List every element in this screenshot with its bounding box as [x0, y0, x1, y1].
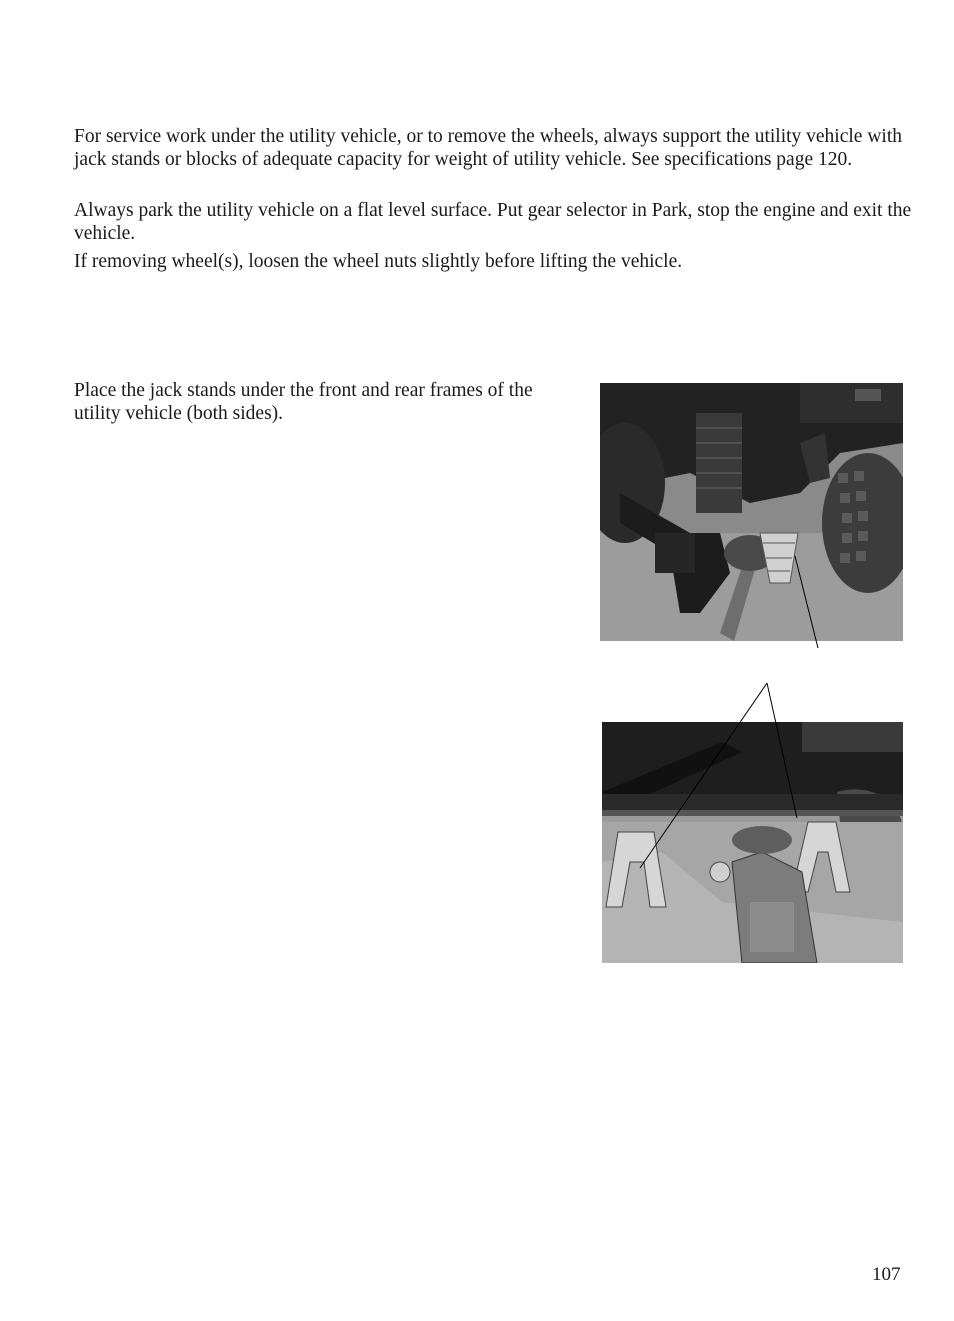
intro-paragraph-park: Always park the utility vehicle on a flat level surface. Put gear selector in Park, stop the engine and exit the vehicle.	[74, 200, 912, 244]
rear-frame-illustration	[602, 722, 903, 963]
front-frame-illustration	[600, 383, 903, 641]
intro-paragraph-support: For service work under the utility vehicle, or to remove the wheels, always support the utility vehicle with jack stands or blocks of adequate capacity for weight of utility vehicle. See specifications page 120.	[74, 126, 902, 170]
front-frame-photo	[600, 383, 903, 641]
jack-stand-instruction: Place the jack stands under the front and rear frames of the utility vehicle (both sides).	[74, 380, 533, 424]
rear-frame-photo	[602, 722, 903, 963]
page-number: 107	[872, 1264, 901, 1285]
intro-paragraph-wheel-nuts: If removing wheel(s), loosen the wheel nuts slightly before lifting the vehicle.	[74, 251, 683, 272]
